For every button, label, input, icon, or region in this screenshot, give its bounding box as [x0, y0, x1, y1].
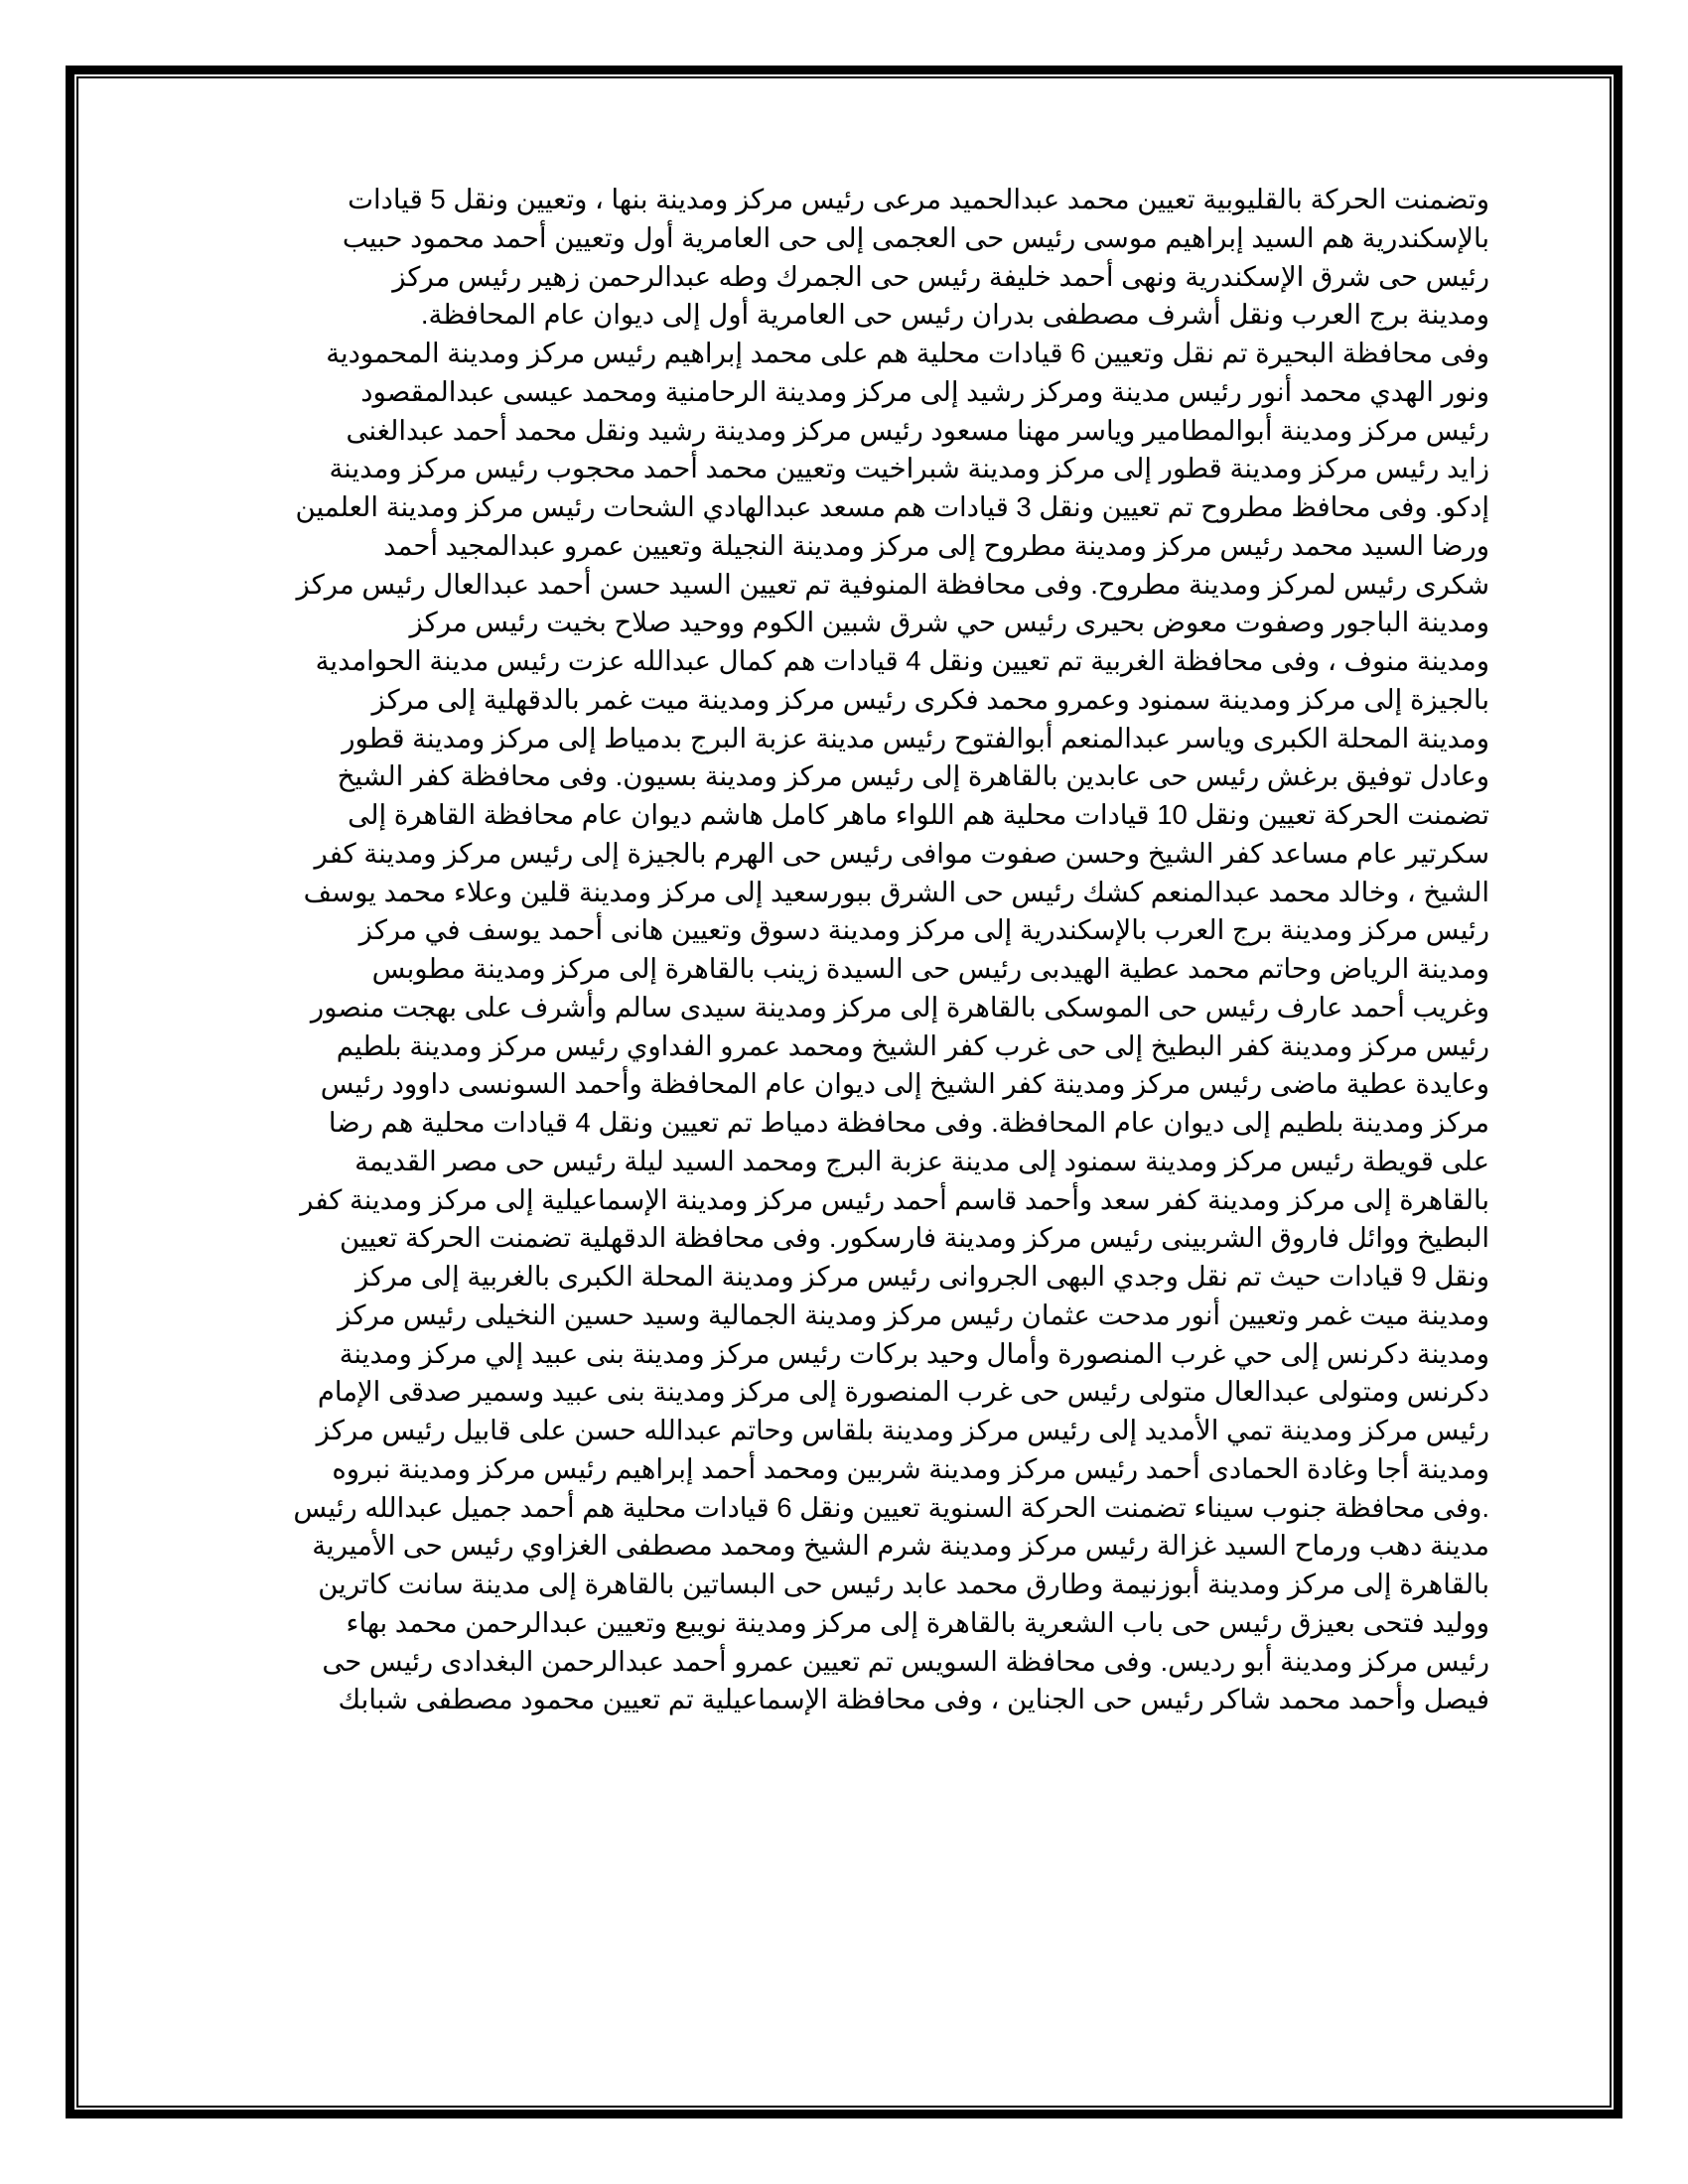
- text-line: بالقاهرة إلى مركز ومدينة كفر سعد وأحمد قاسم أحمد رئيس مركز ومدينة الإسماعيلية إلى مركز ومدينة كفر: [300, 1183, 1489, 1215]
- text-line: بالإسكندرية هم السيد إبراهيم موسى رئيس حى العجمى إلى حى العامرية أول وتعيين أحمد محمود حبيب: [342, 221, 1489, 253]
- text-line: ووليد فتحى بعيزق رئيس حى باب الشعرية بالقاهرة إلى مركز ومدينة نويبع وتعيين عبدالرحمن محمد بهاء: [346, 1606, 1489, 1638]
- text-line: رئيس مركز ومدينة برج العرب بالإسكندرية إلى مركز ومدينة دسوق وتعيين هانى أحمد يوسف في مركز: [358, 914, 1489, 946]
- text-line: رئيس مركز ومدينة أبوالمطامير وياسر مهنا مسعود رئيس مركز ومدينة رشيد ونقل محمد أحمد عبدالغنى: [346, 414, 1489, 446]
- text-line: ومدينة دكرنس إلى حي غرب المنصورة وأمال وحيد بركات رئيس مركز ومدينة بنى عبيد إلي مركز ومدينة: [339, 1337, 1489, 1369]
- text-line: ومدينة المحلة الكبرى وياسر عبدالمنعم أبوالفتوح رئيس مدينة عزبة البرج بدمياط إلى مركز ومدينة قطور: [342, 722, 1489, 753]
- text-line: رئيس مركز ومدينة أبو رديس. وفى محافظة السويس تم تعيين عمرو أحمد عبدالرحمن البغدادى رئيس حى: [322, 1645, 1489, 1677]
- text-line: البطيخ ووائل فاروق الشربينى رئيس مركز ومدينة فارسكور. وفى محافظة الدقهلية تضمنت الحركة تعيين: [339, 1222, 1489, 1254]
- text-line: إدكو. وفى محافظ مطروح تم تعيين ونقل 3 قيادات هم مسعد عبدالهادي الشحات رئيس مركز ومدينة العلمين: [295, 491, 1489, 522]
- text-line: وغريب أحمد عارف رئيس حى الموسكى بالقاهرة إلى مركز ومدينة سيدى سالم وأشرف على بهجت منصور: [310, 991, 1489, 1023]
- text-line: وتضمنت الحركة بالقليوبية تعيين محمد عبدالحميد مرعى رئيس مركز ومدينة بنها ، وتعيين ونقل 5 قيادات: [348, 184, 1489, 214]
- text-line: رئيس حى شرق الإسكندرية ونهى أحمد خليفة رئيس حى الجمرك وطه عبدالرحمن زهير رئيس مركز: [392, 260, 1489, 292]
- text-line: ومدينة الرياض وحاتم محمد عطية الهيدبى رئيس حى السيدة زينب بالقاهرة إلى مركز ومدينة مطوبس: [371, 953, 1489, 984]
- text-line: ونور الهدي محمد أنور رئيس مدينة ومركز رشيد إلى مركز ومدينة الرحامنية ومحمد عيسى عبدالمقصود: [360, 375, 1489, 407]
- text-line: شكرى رئيس لمركز ومدينة مطروح. وفى محافظة المنوفية تم تعيين السيد حسن أحمد عبدالعال رئيس مركز: [296, 568, 1489, 600]
- text-line: دكرنس ومتولى عبدالعال متولى رئيس حى غرب المنصورة إلى مركز ومدينة بنى عبيد وسمير صدقى الإمام: [317, 1376, 1489, 1408]
- text-line: زايد رئيس مركز ومدينة قطور إلى مركز ومدينة شبراخيت وتعيين محمد أحمد محجوب رئيس مركز ومدينة: [329, 453, 1489, 484]
- text-line: .وفى محافظة جنوب سيناء تضمنت الحركة السنوية تعيين ونقل 6 قيادات محلية هم أحمد جميل عبدالله رئيس: [293, 1491, 1489, 1523]
- article-body: [199, 181, 1489, 1719]
- text-line: رئيس مركز ومدينة تمي الأمديد إلى رئيس مركز ومدينة بلقاس وحاتم عبدالله حسن على قابيل رئيس مركز: [316, 1415, 1489, 1445]
- text-line: ومدينة منوف ، وفى محافظة الغربية تم تعيين ونقل 4 قيادات هم كمال عبدالله عزت رئيس مدينة الحوامدية: [315, 645, 1489, 676]
- text-line: فيصل وأحمد محمد شاكر رئيس حى الجناين ، وفى محافظة الإسماعيلية تم تعيين محمود مصطفى شبابك: [338, 1684, 1489, 1715]
- text-line: مدينة دهب ورماح السيد غزالة رئيس مركز ومدينة شرم الشيخ ومحمد مصطفى الغزاوي رئيس حى الأميرية: [312, 1530, 1489, 1562]
- text-line: ومدينة أجا وغادة الحمادى أحمد رئيس مركز ومدينة شربين ومحمد أحمد إبراهيم رئيس مركز ومدينة نبروه: [332, 1452, 1489, 1484]
- text-line: وعايدة عطية ماضى رئيس مركز ومدينة كفر الشيخ إلى ديوان عام المحافظة وأحمد السونسى داوود رئيس: [320, 1068, 1489, 1100]
- text-line: سكرتير عام مساعد كفر الشيخ وحسن صفوت موافى رئيس حى الهرم بالجيزة إلى رئيس مركز ومدينة كفر: [314, 837, 1489, 869]
- text-line: وفى محافظة البحيرة تم نقل وتعيين 6 قيادات محلية هم على محمد إبراهيم رئيس مركز ومدينة المحمودية: [326, 338, 1489, 368]
- text-line: ومدينة الباجور وصفوت معوض بحيرى رئيس حي شرق شبين الكوم ووحيد صلاح بخيت رئيس مركز: [409, 607, 1489, 638]
- text-line: بالقاهرة إلى مركز ومدينة أبوزنيمة وطارق محمد عابد رئيس حى البساتين بالقاهرة إلى مدينة سانت كاترين: [318, 1569, 1489, 1599]
- text-line: ورضا السيد محمد رئيس مركز ومدينة مطروح إلى مركز ومدينة النجيلة وتعيين عمرو عبدالمجيد أحمد: [383, 529, 1489, 561]
- text-line: على قويطة رئيس مركز ومدينة سمنود إلى مدينة عزبة البرج ومحمد السيد ليلة رئيس حى مصر القديمة: [354, 1145, 1489, 1176]
- text-line: وعادل توفيق برغش رئيس حى عابدين بالقاهرة إلى رئيس مركز ومدينة بسيون. وفى محافظة كفر الشيخ: [337, 760, 1489, 792]
- text-line: الشيخ ، وخالد محمد عبدالمنعم كشك رئيس حى الشرق ببورسعيد إلى مركز ومدينة قلين وعلاء محمد يوسف: [303, 876, 1489, 907]
- text-line: ونقل 9 قيادات حيث تم نقل وجدي البهى الجروانى رئيس مركز ومدينة المحلة الكبرى بالغربية إلى مركز: [354, 1261, 1489, 1292]
- text-line: تضمنت الحركة تعيين ونقل 10 قيادات محلية هم اللواء ماهر كامل هاشم ديوان عام محافظة القاهرة إلى: [348, 799, 1489, 830]
- text-line: ومدينة برج العرب ونقل أشرف مصطفى بدران رئيس حى العامرية أول إلى ديوان عام المحافظة.: [420, 299, 1489, 331]
- text-line: ومدينة ميت غمر وتعيين أنور مدحت عثمان رئيس مركز ومدينة الجمالية وسيد حسين النخيلى رئيس مركز: [338, 1298, 1489, 1330]
- text-line: بالجيزة إلى مركز ومدينة سمنود وعمرو محمد فكرى رئيس مركز ومدينة ميت غمر بالدقهلية إلى مركز: [371, 683, 1489, 715]
- text-line: رئيس مركز ومدينة كفر البطيخ إلى حى غرب كفر الشيخ ومحمد عمرو الفداوي رئيس مركز ومدينة بلطيم: [336, 1029, 1489, 1061]
- text-line: مركز ومدينة بلطيم إلى ديوان عام المحافظة. وفى محافظة دمياط تم تعيين ونقل 4 قيادات محلية هم رضا: [328, 1107, 1489, 1138]
